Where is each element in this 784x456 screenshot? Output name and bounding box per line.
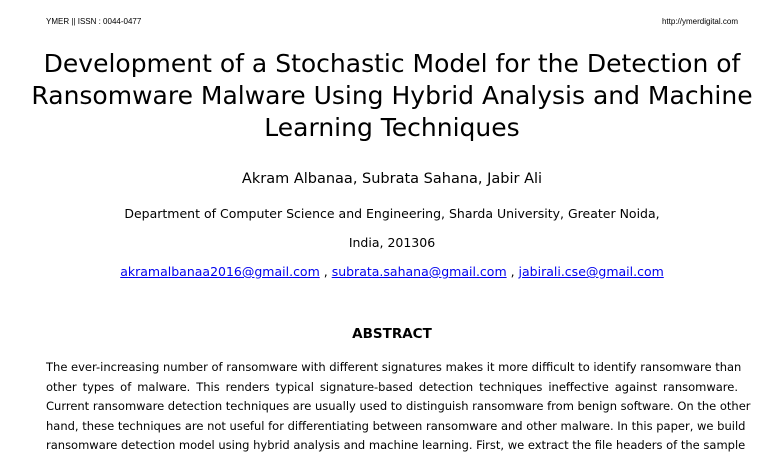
- email-separator: ,: [319, 264, 332, 279]
- author-emails: [0, 264, 784, 279]
- email-link-sahana[interactable]: subrata.sahana@gmail.com: [331, 264, 507, 279]
- affiliation-line-2: India, 201306: [348, 235, 436, 250]
- email-link-ali[interactable]: jabirali.cse@gmail.com: [518, 264, 664, 279]
- abstract-line: hand, these techniques are not useful for differentiating between ransomware and other malware. In this paper, we build: [46, 418, 746, 433]
- journal-url: http://ymerdigital.com: [661, 17, 738, 26]
- title-line-3: Learning Techniques: [264, 113, 520, 142]
- paper-title: [30, 48, 754, 144]
- title-line-1: Development of a Stochastic Model for the Detection of: [43, 49, 741, 78]
- abstract-line: Current ransomware detection techniques are usually used to distinguish ransomware from benign software. On the other: [46, 399, 751, 413]
- journal-issn: YMER || ISSN : 0044-0477: [46, 17, 142, 26]
- affiliation-line-1: Department of Computer Science and Engineering, Sharda University, Greater Noida,: [124, 206, 660, 221]
- abstract-body: [46, 358, 751, 456]
- email-separator: ,: [506, 264, 519, 279]
- abstract-heading: ABSTRACT: [352, 326, 432, 342]
- abstract-line: other types of malware. This renders typical signature-based detection techniques ineffective against ransomware.: [46, 379, 738, 394]
- abstract-line: ransomware detection model using hybrid analysis and machine learning. First, we extract the file headers of the sample: [46, 438, 746, 452]
- author-list: Akram Albanaa, Subrata Sahana, Jabir Ali: [241, 171, 543, 187]
- abstract-line: The ever-increasing number of ransomware with different signatures makes it more difficult to identify ransomware than: [46, 360, 742, 374]
- running-header: [46, 17, 738, 26]
- email-link-albanaa[interactable]: akramalbanaa2016@gmail.com: [120, 264, 320, 279]
- title-line-2: Ransomware Malware Using Hybrid Analysis and Machine: [31, 81, 753, 110]
